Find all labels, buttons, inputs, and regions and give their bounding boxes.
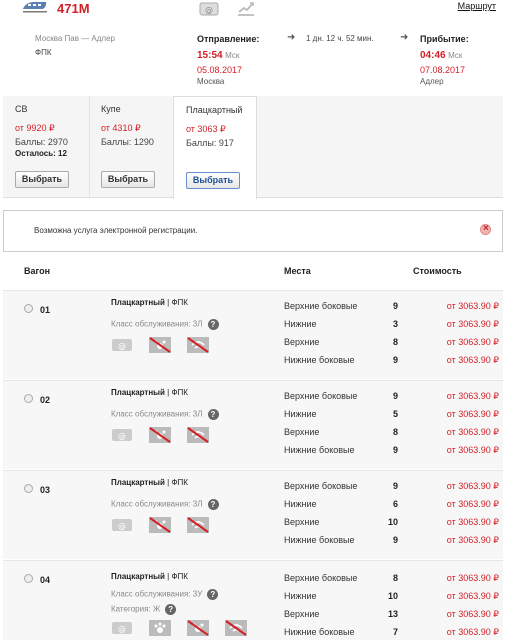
seat-line bbox=[284, 573, 499, 585]
car-category bbox=[111, 604, 176, 615]
tab-name: Плацкартный bbox=[186, 105, 243, 115]
seat-count: 3 bbox=[392, 319, 398, 329]
seat-line bbox=[284, 445, 499, 457]
seat-line bbox=[284, 427, 499, 439]
seat-line bbox=[284, 391, 499, 403]
help-icon[interactable]: ? bbox=[165, 604, 176, 615]
seat-count: 5 bbox=[392, 409, 398, 419]
car-number: 02 bbox=[40, 395, 51, 405]
tab-name: Купе bbox=[101, 104, 121, 114]
column-seats: Места bbox=[284, 266, 311, 276]
e-registration-notice bbox=[3, 210, 503, 252]
seat-count: 9 bbox=[392, 391, 398, 401]
seat-price: от 3063.90 ₽ bbox=[446, 409, 499, 419]
service-class-text: Класс обслуживания: 3Л bbox=[111, 499, 203, 509]
e-registration-icon bbox=[111, 337, 133, 353]
no-pets-icon bbox=[149, 517, 171, 533]
car-type-name: Плацкартный bbox=[111, 298, 165, 307]
departure-date: 05.08.2017 bbox=[197, 65, 243, 75]
seat-type: Нижние боковые bbox=[284, 627, 355, 637]
seat-type: Верхние bbox=[284, 517, 320, 527]
seat-line bbox=[284, 481, 499, 493]
tab-name: СВ bbox=[15, 104, 28, 114]
seat-line bbox=[284, 409, 499, 421]
service-class-text: Класс обслуживания: 3У bbox=[111, 589, 203, 599]
no-pets-icon bbox=[149, 337, 171, 353]
tab-points: Баллы: 2970 bbox=[15, 137, 68, 147]
tab-points: Баллы: 917 bbox=[186, 138, 234, 148]
seat-count: 9 bbox=[392, 535, 398, 545]
amenity-icons bbox=[111, 427, 221, 445]
seat-type: Нижние bbox=[284, 319, 317, 329]
seat-price: от 3063.90 ₽ bbox=[446, 481, 499, 491]
amenity-icons bbox=[111, 620, 261, 638]
seat-price: от 3063.90 ₽ bbox=[446, 391, 499, 401]
no-pets-icon bbox=[149, 427, 171, 443]
car-type bbox=[111, 478, 188, 487]
car-radio[interactable] bbox=[24, 574, 33, 583]
arrow-right-icon: ➜ bbox=[287, 32, 296, 43]
seat-type: Нижние боковые bbox=[284, 445, 355, 455]
seat-line bbox=[284, 591, 499, 603]
no-wifi-icon bbox=[225, 620, 247, 636]
e-registration-icon bbox=[111, 620, 133, 636]
no-wifi-icon bbox=[187, 337, 209, 353]
seat-line bbox=[284, 517, 499, 529]
seat-type: Нижние боковые bbox=[284, 355, 355, 365]
select-button[interactable]: Выбрать bbox=[101, 171, 155, 188]
no-wifi-icon bbox=[187, 427, 209, 443]
notice-text: Возможна услуга электронной регистрации. bbox=[34, 226, 198, 235]
car-company: | ФПК bbox=[167, 572, 188, 581]
arrow-right-icon: ➜ bbox=[400, 32, 409, 43]
seat-price: от 3063.90 ₽ bbox=[446, 591, 499, 601]
service-class-text: Класс обслуживания: 3Л bbox=[111, 409, 203, 419]
seat-count: 7 bbox=[392, 627, 398, 637]
seat-price: от 3063.90 ₽ bbox=[446, 573, 499, 583]
car-radio[interactable] bbox=[24, 484, 33, 493]
tab-points: Баллы: 1290 bbox=[101, 137, 154, 147]
seat-price: от 3063.90 ₽ bbox=[446, 535, 499, 545]
seat-price: от 3063.90 ₽ bbox=[446, 445, 499, 455]
svg-text:@: @ bbox=[118, 624, 126, 634]
seat-count: 9 bbox=[392, 445, 398, 455]
amenity-icons bbox=[111, 337, 221, 355]
arrival-time: 04:46 bbox=[420, 50, 446, 61]
arrival-label: Прибытие: bbox=[420, 34, 469, 44]
seat-type: Нижние боковые bbox=[284, 535, 355, 545]
route-text: Москва Пав — Адлер bbox=[35, 34, 115, 43]
help-icon[interactable]: ? bbox=[208, 319, 219, 330]
select-button[interactable]: Выбрать bbox=[15, 171, 69, 188]
help-icon[interactable]: ? bbox=[208, 409, 219, 420]
seat-type: Нижние bbox=[284, 591, 317, 601]
travel-duration: 1 дн. 12 ч. 52 мин. bbox=[306, 34, 374, 43]
seat-line bbox=[284, 499, 499, 511]
seat-count: 8 bbox=[392, 337, 398, 347]
seat-price: от 3063.90 ₽ bbox=[446, 427, 499, 437]
car-radio[interactable] bbox=[24, 394, 33, 403]
car-type-name: Плацкартный bbox=[111, 388, 165, 397]
seat-type: Верхние bbox=[284, 337, 320, 347]
seat-price: от 3063.90 ₽ bbox=[446, 499, 499, 509]
svg-text:@: @ bbox=[118, 341, 126, 351]
help-icon[interactable]: ? bbox=[208, 499, 219, 510]
amenity-icons bbox=[111, 517, 221, 535]
route-link[interactable]: Маршрут bbox=[457, 1, 496, 11]
arrival-city: Адлер bbox=[420, 77, 444, 86]
pet-icon bbox=[149, 620, 171, 636]
car-row bbox=[3, 470, 503, 559]
service-class-text: Класс обслуживания: 3Л bbox=[111, 319, 203, 329]
seat-count: 10 bbox=[387, 591, 398, 601]
seat-type: Верхние bbox=[284, 427, 320, 437]
seat-line bbox=[284, 319, 499, 331]
seat-line bbox=[284, 609, 499, 621]
seat-type: Нижние bbox=[284, 499, 317, 509]
stats-icon bbox=[236, 0, 256, 16]
no-wifi-icon bbox=[187, 517, 209, 533]
arrival-date: 07.08.2017 bbox=[420, 65, 466, 75]
e-registration-icon bbox=[111, 427, 133, 443]
seat-type: Верхние боковые bbox=[284, 481, 358, 491]
seat-line bbox=[284, 301, 499, 313]
car-company: | ФПК bbox=[167, 298, 188, 307]
tab-price: от 3063 ₽ bbox=[186, 124, 226, 134]
car-row bbox=[3, 560, 503, 640]
departure-time: 15:54 bbox=[197, 50, 223, 61]
tab-platskart[interactable] bbox=[173, 96, 257, 199]
seat-type: Верхние боковые bbox=[284, 301, 358, 311]
seat-line bbox=[284, 355, 499, 367]
train-number: 471M bbox=[57, 1, 90, 16]
car-row bbox=[3, 290, 503, 379]
seat-price: от 3063.90 ₽ bbox=[446, 301, 499, 311]
car-company: | ФПК bbox=[167, 388, 188, 397]
close-icon[interactable] bbox=[480, 224, 491, 235]
seat-price: от 3063.90 ₽ bbox=[446, 319, 499, 329]
seat-count: 13 bbox=[387, 609, 398, 619]
seat-price: от 3063.90 ₽ bbox=[446, 517, 499, 527]
tab-seats-left: Осталось: 12 bbox=[15, 149, 67, 158]
e-registration-icon bbox=[199, 1, 219, 17]
column-car: Вагон bbox=[24, 266, 51, 276]
select-button[interactable]: Выбрать bbox=[186, 172, 240, 189]
car-type bbox=[111, 298, 188, 307]
seat-count: 8 bbox=[392, 427, 398, 437]
car-company: | ФПК bbox=[167, 478, 188, 487]
seat-line bbox=[284, 627, 499, 639]
car-category-text: Категория: Ж bbox=[111, 604, 161, 614]
arrival-time-row bbox=[420, 50, 462, 61]
car-number: 03 bbox=[40, 485, 51, 495]
seat-count: 10 bbox=[387, 517, 398, 527]
service-class bbox=[111, 499, 219, 510]
e-registration-icon bbox=[111, 517, 133, 533]
seat-price: от 3063.90 ₽ bbox=[446, 355, 499, 365]
tab-price: от 9920 ₽ bbox=[15, 123, 55, 133]
seat-type: Верхние боковые bbox=[284, 391, 358, 401]
seat-type: Верхние боковые bbox=[284, 573, 358, 583]
seat-price: от 3063.90 ₽ bbox=[446, 609, 499, 619]
car-type bbox=[111, 388, 188, 397]
seat-count: 9 bbox=[392, 355, 398, 365]
car-type bbox=[111, 572, 188, 581]
company-name: ФПК bbox=[35, 48, 52, 57]
train-logo-icon bbox=[22, 0, 48, 14]
car-number: 01 bbox=[40, 305, 51, 315]
seat-count: 6 bbox=[392, 499, 398, 509]
seat-line bbox=[284, 535, 499, 547]
seat-type: Нижние bbox=[284, 409, 317, 419]
svg-text:@: @ bbox=[118, 521, 126, 531]
departure-tz: Мск bbox=[225, 51, 240, 60]
tab-price: от 4310 ₽ bbox=[101, 123, 141, 133]
column-cost: Стоимость bbox=[413, 266, 462, 276]
car-type-name: Плацкартный bbox=[111, 572, 165, 581]
seat-count: 9 bbox=[392, 481, 398, 491]
departure-city: Москва bbox=[197, 77, 225, 86]
car-type-name: Плацкартный bbox=[111, 478, 165, 487]
svg-text:@: @ bbox=[118, 431, 126, 441]
service-class bbox=[111, 319, 219, 330]
service-class bbox=[111, 409, 219, 420]
seat-count: 8 bbox=[392, 573, 398, 583]
seat-type: Верхние bbox=[284, 609, 320, 619]
seat-price: от 3063.90 ₽ bbox=[446, 337, 499, 347]
seat-count: 9 bbox=[392, 301, 398, 311]
seat-price: от 3063.90 ₽ bbox=[446, 627, 499, 637]
service-class bbox=[111, 589, 218, 600]
help-icon[interactable]: ? bbox=[207, 589, 218, 600]
seat-line bbox=[284, 337, 499, 349]
arrival-tz: Мск bbox=[448, 51, 463, 60]
car-number: 04 bbox=[40, 575, 51, 585]
car-row bbox=[3, 380, 503, 469]
svg-text:@: @ bbox=[205, 5, 213, 15]
no-pets-icon bbox=[187, 620, 209, 636]
departure-time-row bbox=[197, 50, 239, 61]
car-radio[interactable] bbox=[24, 304, 33, 313]
tab-kupe[interactable] bbox=[89, 96, 173, 198]
departure-label: Отправление: bbox=[197, 34, 260, 44]
tab-sv[interactable] bbox=[3, 96, 89, 198]
class-tabs bbox=[3, 96, 503, 198]
